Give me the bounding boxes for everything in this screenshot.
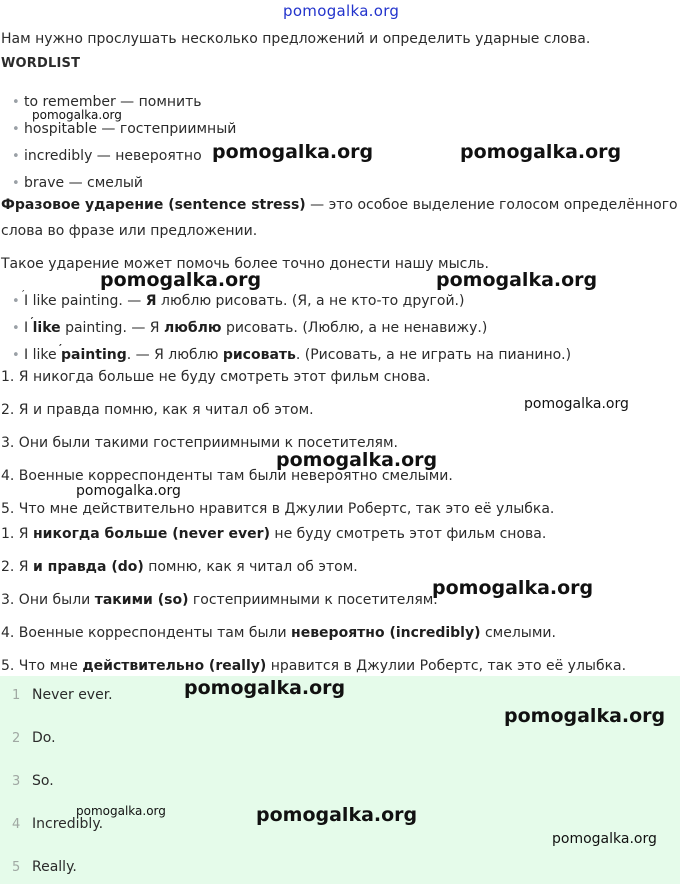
definition-line-2: слова во фразе или предложении.: [1, 223, 258, 239]
sentence-item: 4. Военные корреспонденты там были невероятно смелыми.: [1, 468, 453, 484]
answer-item: 4 Incredibly.: [12, 816, 104, 832]
stressed-sentence: 2. Я и правда (do) помню, как я читал об этом.: [1, 559, 358, 575]
stressed-sentence: 4. Военные корреспонденты там были невероятно (incredibly) смелыми.: [1, 625, 556, 641]
wordlist-item: • hospitable — гостеприимный: [12, 121, 237, 137]
answer-item: 1 Never ever.: [12, 687, 113, 703]
watermark: pomogalka.org: [76, 483, 181, 499]
sentence-item: 3. Они были такими гостеприимными к посетителям.: [1, 435, 398, 451]
bullet-icon: •: [12, 122, 20, 137]
watermark: pomogalka.org: [460, 141, 622, 163]
wordlist-title: WORDLIST: [1, 56, 81, 71]
example-item: •′ I like painting. — Я люблю рисовать. (Я, а не кто-то другой.): [12, 292, 464, 311]
stressed-sentence: 1. Я никогда больше (never ever) не буду смотреть этот фильм снова.: [1, 526, 547, 542]
watermark: pomogalka.org: [32, 108, 122, 122]
bullet-icon: •: [12, 95, 20, 110]
bullet-icon: •: [12, 149, 20, 164]
watermark: pomogalka.org: [212, 141, 374, 163]
watermark: pomogalka.org: [552, 831, 657, 847]
watermark: pomogalka.org: [76, 804, 166, 818]
watermark: pomogalka.org: [524, 396, 629, 412]
sentence-item: 5. Что мне действительно нравится в Джулии Робертс, так это её улыбка.: [1, 501, 555, 517]
watermark: pomogalka.org: [436, 269, 598, 291]
bullet-icon: •: [12, 294, 20, 309]
wordlist-item: • incredibly — невероятно: [12, 148, 202, 164]
watermark: pomogalka.org: [100, 269, 262, 291]
answer-item: 5 Really.: [12, 859, 77, 875]
stress-intro: Такое ударение может помочь более точно донести нашу мысль.: [1, 256, 489, 272]
example-item: • I like ′ painting. — Я люблю рисовать. (Рисовать, а не играть на пианино.): [12, 346, 571, 365]
bullet-icon: •: [12, 348, 20, 363]
bullet-icon: •: [12, 176, 20, 191]
watermark: pomogalka.org: [504, 705, 666, 727]
example-item: • I ′ like painting. — Я люблю рисовать. (Люблю, а не ненавижу.): [12, 319, 487, 338]
answer-item: 3 So.: [12, 773, 54, 789]
watermark: pomogalka.org: [184, 677, 346, 699]
stressed-sentence: 5. Что мне действительно (really) нравится в Джулии Робертс, так это её улыбка.: [1, 658, 627, 674]
watermark: pomogalka.org: [256, 804, 418, 826]
watermark: pomogalka.org: [276, 449, 438, 471]
intro-text: Нам нужно прослушать несколько предложений и определить ударные слова.: [1, 31, 591, 47]
watermark-top: pomogalka.org: [283, 2, 400, 20]
sentence-item: 1. Я никогда больше не буду смотреть этот фильм снова.: [1, 369, 431, 385]
answer-item: 2 Do.: [12, 730, 56, 746]
wordlist-item: • to remember — помнить: [12, 94, 202, 110]
definition-line-1: Фразовое ударение (sentence stress) — это особое выделение голосом определённого: [1, 197, 678, 213]
stressed-sentence: 3. Они были такими (so) гостеприимными к посетителям.: [1, 592, 438, 608]
sentence-item: 2. Я и правда помню, как я читал об этом.: [1, 402, 314, 418]
bullet-icon: •: [12, 321, 20, 336]
wordlist-item: • brave — смелый: [12, 175, 143, 191]
definition-term: Фразовое ударение (sentence stress): [1, 197, 306, 213]
watermark: pomogalka.org: [432, 577, 594, 599]
